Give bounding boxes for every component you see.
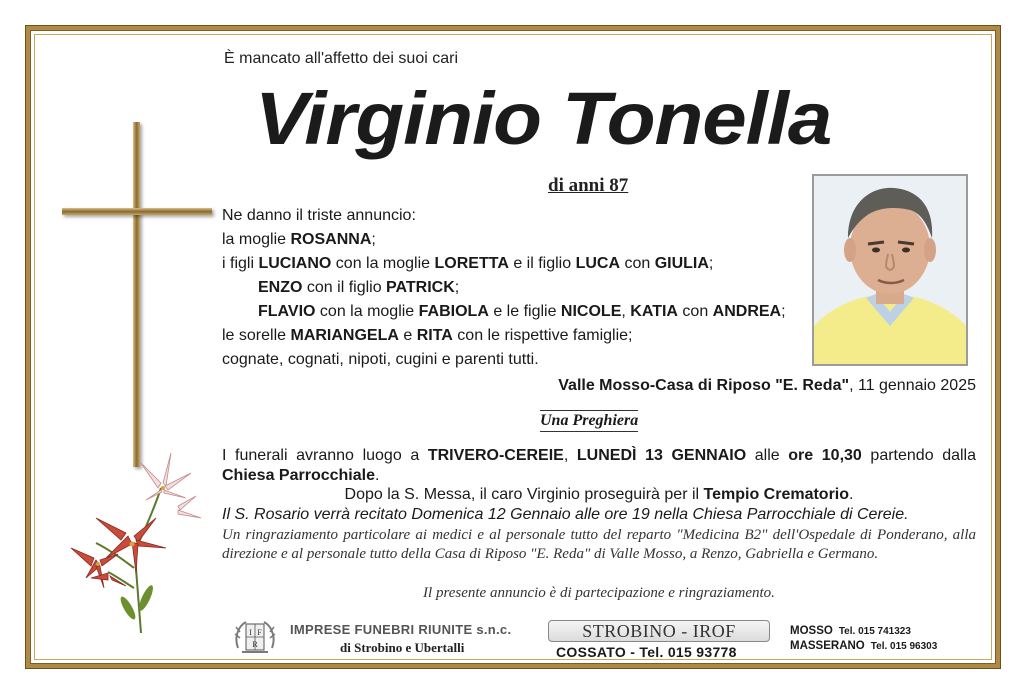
announcement-text: con bbox=[677, 303, 713, 320]
announcement-text: con le rispettive famiglie; bbox=[452, 327, 633, 344]
cross-vertical-bar bbox=[133, 122, 140, 467]
after-mass-text: Dopo la S. Messa, il caro Virginio proseguirà per il bbox=[344, 486, 704, 503]
logo-letter: I bbox=[249, 628, 252, 637]
announcement-text: Ne danno il triste annuncio: bbox=[222, 207, 416, 224]
announcement-text: la moglie bbox=[222, 231, 291, 248]
announcement-text: con il figlio bbox=[302, 279, 387, 296]
funeral-text: , bbox=[563, 447, 577, 464]
prayer-heading: Una Preghiera bbox=[540, 410, 638, 432]
announcement-text: , bbox=[621, 303, 631, 320]
family-member-name: MARIANGELA bbox=[290, 327, 399, 344]
announcement-line bbox=[258, 276, 459, 300]
announcement-text: con bbox=[620, 255, 655, 272]
company-owners: di Strobino e Ubertalli bbox=[340, 640, 465, 655]
funeral-time: ore 10,30 bbox=[788, 447, 862, 464]
after-mass-text: . bbox=[849, 486, 854, 503]
deceased-name: Virginio Tonella bbox=[255, 77, 832, 160]
logo-letter: F bbox=[257, 628, 262, 637]
company-name: IMPRESE FUNEBRI RIUNITE s.n.c. bbox=[290, 622, 512, 637]
announcement-text: le sorelle bbox=[222, 327, 291, 344]
funeral-company-logo bbox=[232, 618, 278, 658]
after-mass-info bbox=[222, 486, 976, 504]
announcement-line bbox=[222, 252, 713, 276]
thanks-text: Un ringraziamento particolare ai medici e al personale tutto del reparto "Medicina B2" dell'Ospedale di Ponderano, alla direzione e al personale tutto della Casa di Riposo "E. Reda" di Valle Mosso, a Renzo, Gabriella e Germano. bbox=[222, 527, 976, 562]
announcement-text: cognate, cognati, nipoti, cugini e parenti tutti. bbox=[222, 351, 539, 368]
announcement-text: e bbox=[398, 327, 417, 344]
main-office: COSSATO - Tel. 015 93778 bbox=[556, 644, 737, 660]
funeral-info bbox=[222, 446, 976, 486]
announcement-text: e il figlio bbox=[508, 255, 576, 272]
announcement-line bbox=[222, 324, 633, 348]
family-member-name: FLAVIO bbox=[258, 303, 316, 320]
funeral-location: TRIVERO-CEREIE bbox=[427, 447, 564, 464]
crematorium-text: Tempio Crematorio bbox=[703, 486, 850, 503]
family-member-name: LUCIANO bbox=[258, 255, 332, 272]
closing-text: Il presente annuncio è di partecipazione e ringraziamento. bbox=[423, 585, 775, 601]
funeral-text: partendo dalla bbox=[861, 447, 977, 464]
date-text: , 11 gennaio 2025 bbox=[849, 377, 976, 394]
announcement-line bbox=[258, 300, 786, 324]
family-member-name: PATRICK bbox=[386, 279, 455, 296]
announcement-line bbox=[222, 228, 376, 252]
family-member-name: KATIA bbox=[630, 303, 678, 320]
logo-letter: R bbox=[252, 640, 258, 649]
announcement-text: con la moglie bbox=[331, 255, 435, 272]
announcement-line bbox=[222, 348, 539, 372]
announcement-text: i figli bbox=[222, 255, 259, 272]
announcement-text: ; bbox=[371, 231, 376, 248]
family-member-name: ROSANNA bbox=[290, 231, 372, 248]
announcement-text: ; bbox=[781, 303, 786, 320]
office-phone: Tel. 015 741323 bbox=[838, 626, 911, 637]
family-member-name: GIULIA bbox=[654, 255, 709, 272]
funeral-church: Chiesa Parrocchiale bbox=[222, 467, 375, 484]
funeral-text: alle bbox=[746, 447, 789, 464]
office-city: MOSSO bbox=[790, 625, 833, 637]
brand-plate: STROBINO - IROF bbox=[548, 620, 770, 642]
cross-horizontal-bar bbox=[62, 208, 212, 215]
place-text: Valle Mosso-Casa di Riposo "E. Reda" bbox=[558, 377, 850, 394]
family-member-name: ANDREA bbox=[712, 303, 782, 320]
rosary-info: Il S. Rosario verrà recitato Domenica 12 Gennaio alle ore 19 nella Chiesa Parrocchiale di Cereie. bbox=[222, 506, 909, 523]
place-date bbox=[558, 377, 976, 395]
family-member-name: LUCA bbox=[575, 255, 621, 272]
intro-text: È mancato all'affetto dei suoi cari bbox=[224, 50, 458, 67]
family-member-name: FABIOLA bbox=[418, 303, 489, 320]
funeral-text: I funerali avranno luogo a bbox=[222, 447, 428, 464]
funeral-day: LUNEDÌ 13 GENNAIO bbox=[576, 447, 747, 464]
deceased-photo bbox=[812, 174, 968, 366]
announcement-text: e le figlie bbox=[488, 303, 561, 320]
office-phone: Tel. 015 96303 bbox=[870, 641, 938, 652]
announcement-line bbox=[222, 204, 416, 228]
family-member-name: LORETTA bbox=[434, 255, 509, 272]
age-text: di anni 87 bbox=[548, 175, 629, 196]
office-mosso bbox=[790, 625, 911, 637]
announcement-text: con la moglie bbox=[315, 303, 419, 320]
lily-flower-icon bbox=[66, 448, 206, 633]
family-member-name: RITA bbox=[416, 327, 453, 344]
announcement-text: ; bbox=[454, 279, 460, 296]
office-city: MASSERANO bbox=[790, 640, 865, 652]
funeral-text: . bbox=[374, 467, 380, 484]
family-member-name: NICOLE bbox=[560, 303, 622, 320]
portrait-image bbox=[814, 176, 966, 364]
office-masserano bbox=[790, 640, 937, 652]
family-member-name: ENZO bbox=[258, 279, 303, 296]
announcement-text: ; bbox=[708, 255, 714, 272]
